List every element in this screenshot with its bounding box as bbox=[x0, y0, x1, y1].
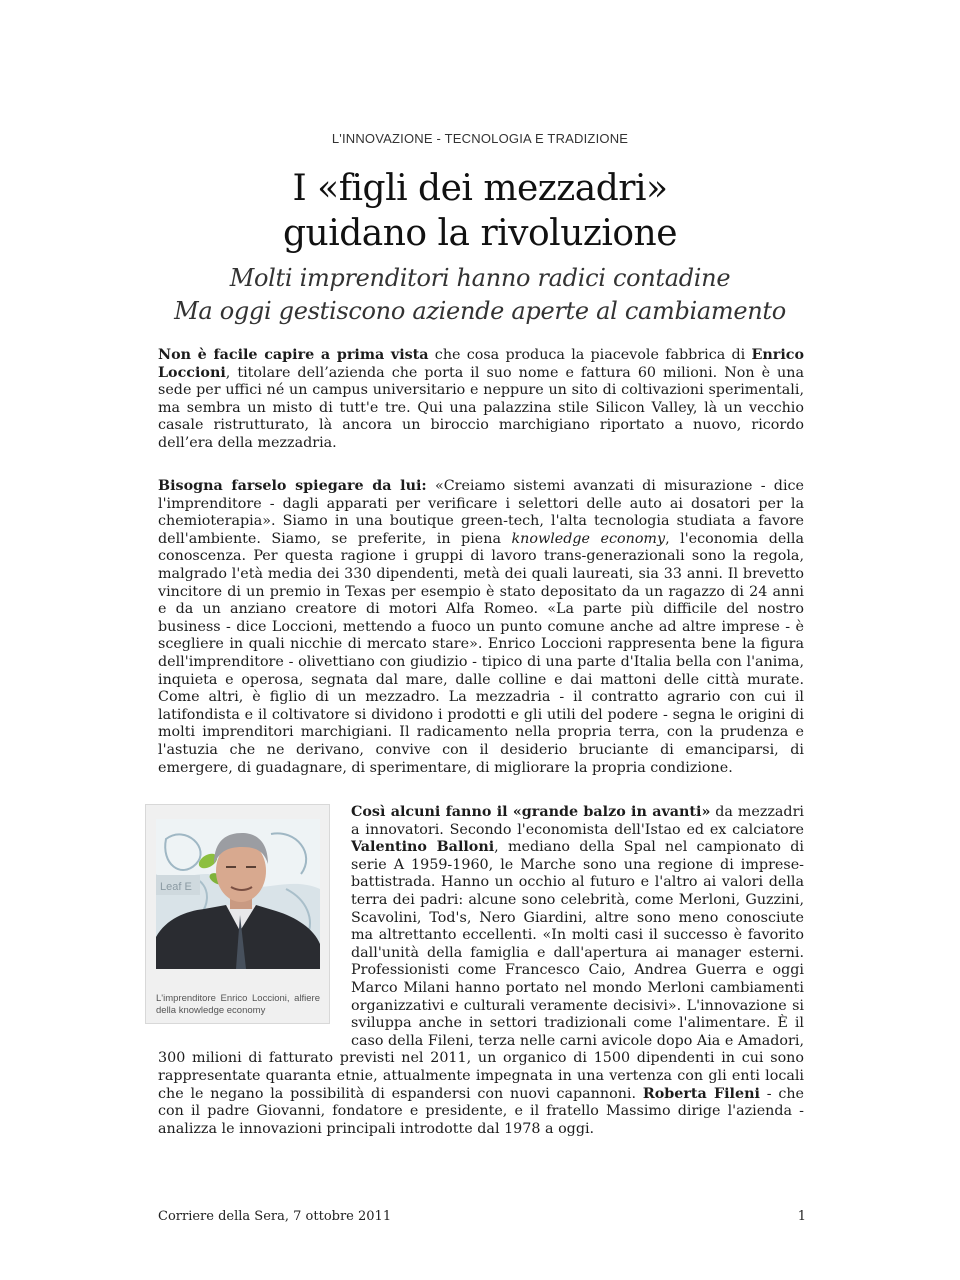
paragraph-3-name-1: Valentino Balloni bbox=[351, 839, 495, 856]
headline-line-1: I «figli dei mezzadri» bbox=[292, 168, 668, 209]
paragraph-2-italic: knowledge economy bbox=[511, 530, 666, 547]
article-kicker: L'INNOVAZIONE - TECNOLOGIA E TRADIZIONE bbox=[331, 131, 629, 146]
paragraph-2 bbox=[158, 478, 804, 777]
article-subhead bbox=[0, 262, 960, 328]
paragraph-3-text-b: , mediano della Spal nel campionato di serie A 1959-1960, le Marche sono una regione di imprese-battistrada. Hanno un occhio al futuro e l'altro ai valori della terra dei padri: alcune sono celebrità, come Merloni, Guzzini, Scavolini, Tod's, Nero Giardini, altre sono meno conosciute ma altrettanto eccellenti. «In molti casi il successo è favorito dall'unità della famiglia e dall'apertura ai manager esterni. Professionisti come Francesco Caio, Andrea Guerra e oggi Marco Milani hanno portato nel mondo Merloni cambiamenti organizzativi e culturali veramente decisivi». L'innovazione si sviluppa anche in settori tradizionali come l'alimentare. È il caso della Fileni, terza nelle carni avicole dopo Aia e Amadori, 300 milioni di fatturato previsti nel 2011, un organico di 1500 dipendenti in cui sono rappresentate quaranta etnie, attualmente impegnata in una vertenza con gli enti locali che le negano la possibilità di espandersi con nuovi capannoni. bbox=[158, 839, 804, 1102]
background-sign-text: Leaf E bbox=[160, 881, 192, 893]
paragraph-1-name: Enrico Loccioni bbox=[158, 347, 804, 381]
headline-line-2: guidano la rivoluzione bbox=[282, 213, 678, 254]
paragraph-1-lead: Non è facile capire a prima vista bbox=[158, 347, 429, 363]
paragraph-3-text-a: da mezzadri a innovatori. Secondo l'economista dell'Istao ed ex calciatore bbox=[351, 804, 804, 838]
paragraph-3-text-c: - che con il padre Giovanni, fondatore e presidente, e il fratello Massimo dirige l'azienda - analizza le innovazioni principali introdotte dal 1978 a oggi. bbox=[158, 1085, 804, 1137]
paragraph-2-lead: Bisogna farselo spiegare da lui: bbox=[158, 478, 427, 494]
subhead-line-2: Ma oggi gestiscono aziende aperte al cambiamento bbox=[174, 297, 786, 325]
footer-source: Corriere della Sera, 7 ottobre 2011 bbox=[158, 1209, 392, 1224]
paragraph-2-text-b: , l'economia della conoscenza. Per questa ragione i gruppi di lavoro trans-generazionali sono la regola, malgrado l'età media dei 330 dipendenti, metà dei quali laureati, sia 33 anni. Il brevetto vincitore di un premio in Texas per esempio è stato depositato da un ragazzo di 24 anni e da un anziano creatore di motori Alfa Romeo. «La parte più difficile del nostro business - dice Loccioni, mettendo a fuoco un punto comune anche ad altre imprese - è scegliere in quali nicchie di mercato stare». Enrico Loccioni rappresenta bene la figura dell'imprenditore - olivettiano con giudizio - tipico di una parte d'Italia bella con l'anima, inquieta e operosa, segnata dal mare, dalle colline e dai mattoni delle città murate. Come altri, è figlio di un mezzadro. La mezzadria - il contratto agrario con cui il latifondista e il coltivatore si dividono i prodotti e gli utili del podere - segna le origini di molti imprenditori marchigiani. Il radicamento nella propria terra, con la prudenza e l'astuzia che ne derivano, convive con il desiderio bruciante di emanciparsi, di emergere, di guadagnare, di sperimentare, di migliorare la propria condizione. bbox=[158, 530, 804, 776]
article-headline bbox=[0, 166, 960, 256]
subhead-line-1: Molti imprenditori hanno radici contadine bbox=[229, 264, 731, 292]
paragraph-2-text-a: «Creiamo sistemi avanzati di misurazione - dice l'imprenditore - dagli apparati per verificare i selettori delle auto ai dosatori per la chemioterapia». Siamo in una boutique green-tech, l'alta tecnologia studiata a favore dell'ambiente. Siamo, se preferite, in piena bbox=[158, 478, 804, 547]
portrait-photo bbox=[156, 819, 320, 969]
photo-box bbox=[145, 804, 330, 1024]
page-number: 1 bbox=[797, 1209, 806, 1224]
paragraph-3-lead: Così alcuni fanno il «grande balzo in avanti» bbox=[351, 804, 711, 820]
paragraph-1-text-a: che cosa produca la piacevole fabbrica di bbox=[428, 347, 752, 363]
paragraph-1 bbox=[158, 347, 804, 453]
photo-caption: L'imprenditore Enrico Loccioni, alfiere della knowledge economy bbox=[156, 993, 320, 1016]
paragraph-1-text-b: , titolare dell’azienda che porta il suo nome e fattura 60 milioni. Non è una sede per uffici né un campus universitario e neppure un sito di coltivazioni sperimentali, ma sembra un misto di tutt'e tre. Qui una palazzina stile Silicon Valley, là un vecchio casale ristrutturato, là ancora un biroccio marchigiano riportato a nuovo, ricordo dell’era della mezzadria. bbox=[158, 364, 804, 451]
paragraph-3-name-2: Roberta Fileni bbox=[642, 1085, 760, 1102]
